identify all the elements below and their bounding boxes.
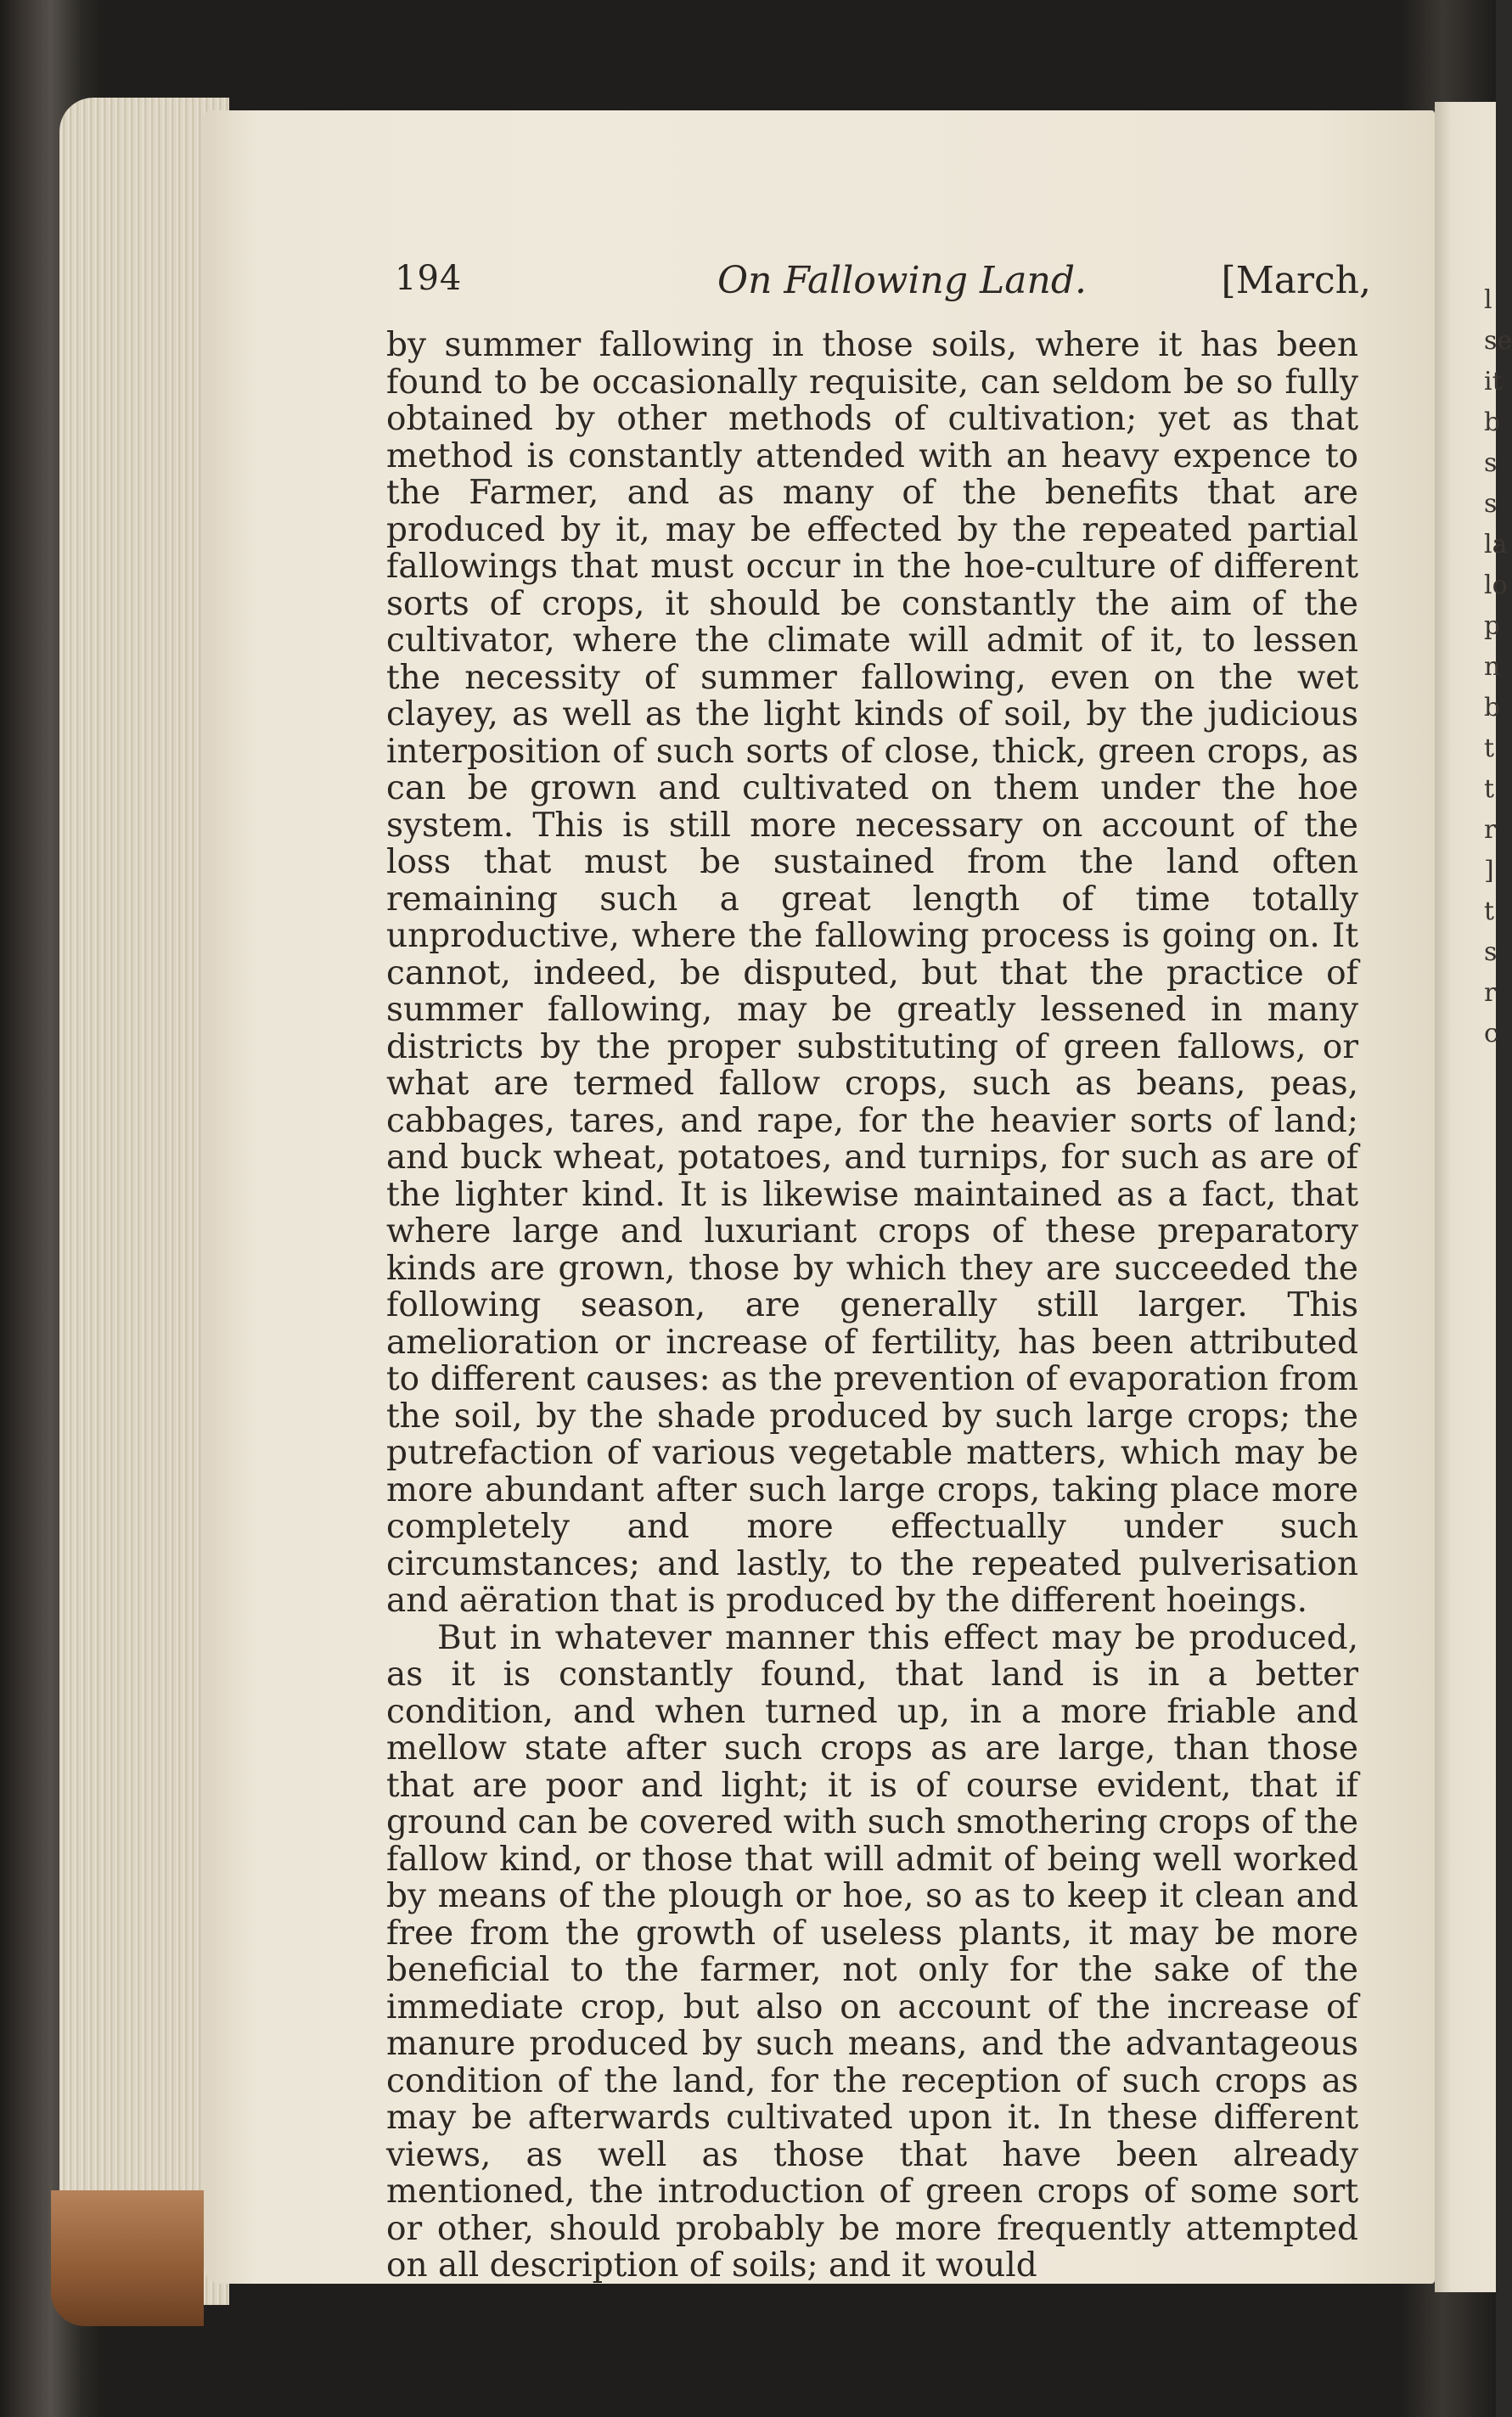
facing-page-fragment: r [1484, 815, 1497, 845]
facing-page-fragment: n [1484, 652, 1501, 682]
facing-page-fragment: r [1484, 978, 1497, 1008]
running-header [395, 259, 1371, 310]
facing-page-fragment: s [1484, 489, 1498, 519]
running-month: [March, [1221, 259, 1371, 302]
facing-page-fragment: s [1484, 937, 1498, 967]
leather-corner [51, 2190, 204, 2326]
facing-page-fragment: la [1484, 530, 1508, 559]
page-number: 194 [395, 259, 463, 298]
facing-page-fragment: t [1484, 734, 1495, 763]
facing-page-fragment: p [1484, 611, 1501, 641]
facing-page-fragment: t [1484, 897, 1495, 926]
paragraph-2: But in whatever manner this effect may be produced, as it is constantly found, that land is in a better condition, and when turned up, in a more friable and mellow state after such crops as are large, than those that are poor and light; it is of course evident, that if ground can be covered with such smothering crops of the fallow kind, or those that will admit of being well worked by means of the plough or hoe, so as to keep it clean and free from the growth of useless plants, it may be more beneficial to the farmer, not only for the sake of the immediate crop, but also on account of the increase of manure produced by such means, and the advantageous condition of the land, for the reception of such crops as may be afterwards cultivated upon it. In these different views, as well as those that have been already mentioned, the introduction of green crops of some sort or other, should probably be more frequently attempted on all description of soils; and it would [386, 1618, 1358, 2285]
facing-page-fragment: l [1484, 285, 1492, 315]
facing-page-fragment: t [1484, 774, 1495, 804]
facing-page-fragment: ] [1484, 856, 1494, 885]
facing-page-fragment: b [1484, 408, 1501, 437]
paragraph-1: by summer fallowing in those soils, where it has been found to be occasionally requisite, can seldom be so fully obtained by other methods of cultivation; yet as that method is constantly attended with an heavy expence to the Farmer, and as many of the benefits that are produced by it, may be effected by the repeated partial fallowings that must occur in the hoe-culture of different sorts of crops, it should be constantly the aim of the cultivator, where the climate will admit of it, to lessen the necessity of summer fallowing, even on the wet clayey, as well as the light kinds of soil, by the judicious interposition of such sorts of close, thick, green crops, as can be grown and cultivated on them under the hoe system. This is still more necessary on account of the loss that must be sustained from the land often remaining such a great length of time totally unproductive, where the fallowing process is going on. It cannot, indeed, be disputed, but that the practice of summer fallowing, may be greatly lessened in many districts by the proper substituting of green fallows, or what are termed fallow crops, such as beans, peas, cabbages, tares, and rape, for the heavier sorts of land; and buck wheat, potatoes, and turnips, for such as are of the lighter kind. It is likewise maintained as a fact, that where large and luxuriant crops of these preparatory kinds are grown, those by which they are succeeded the following season, are generally still larger. This amelioration or increase of fertility, has been attributed to different causes: as the prevention of evaporation from the soil, by the shade produced by such large crops; the putrefaction of various vegetable matters, which may be more abundant after such large crops, taking place more completely and more effectually under such circumstances; and lastly, to the repeated pulverisation and aëration that is produced by the different hoeings. [386, 326, 1358, 1620]
facing-page-fragment: b [1484, 693, 1501, 722]
facing-page-fragment: it [1484, 367, 1503, 396]
facing-page-fragment: lo [1484, 571, 1508, 600]
running-title: On Fallowing Land. [717, 259, 1087, 302]
body-text [386, 327, 1358, 2285]
facing-page-fragment: s [1484, 448, 1498, 478]
facing-page-fragment: se [1484, 326, 1512, 356]
facing-page-fragment: c [1484, 1019, 1498, 1048]
facing-page-text [1484, 280, 1512, 1054]
